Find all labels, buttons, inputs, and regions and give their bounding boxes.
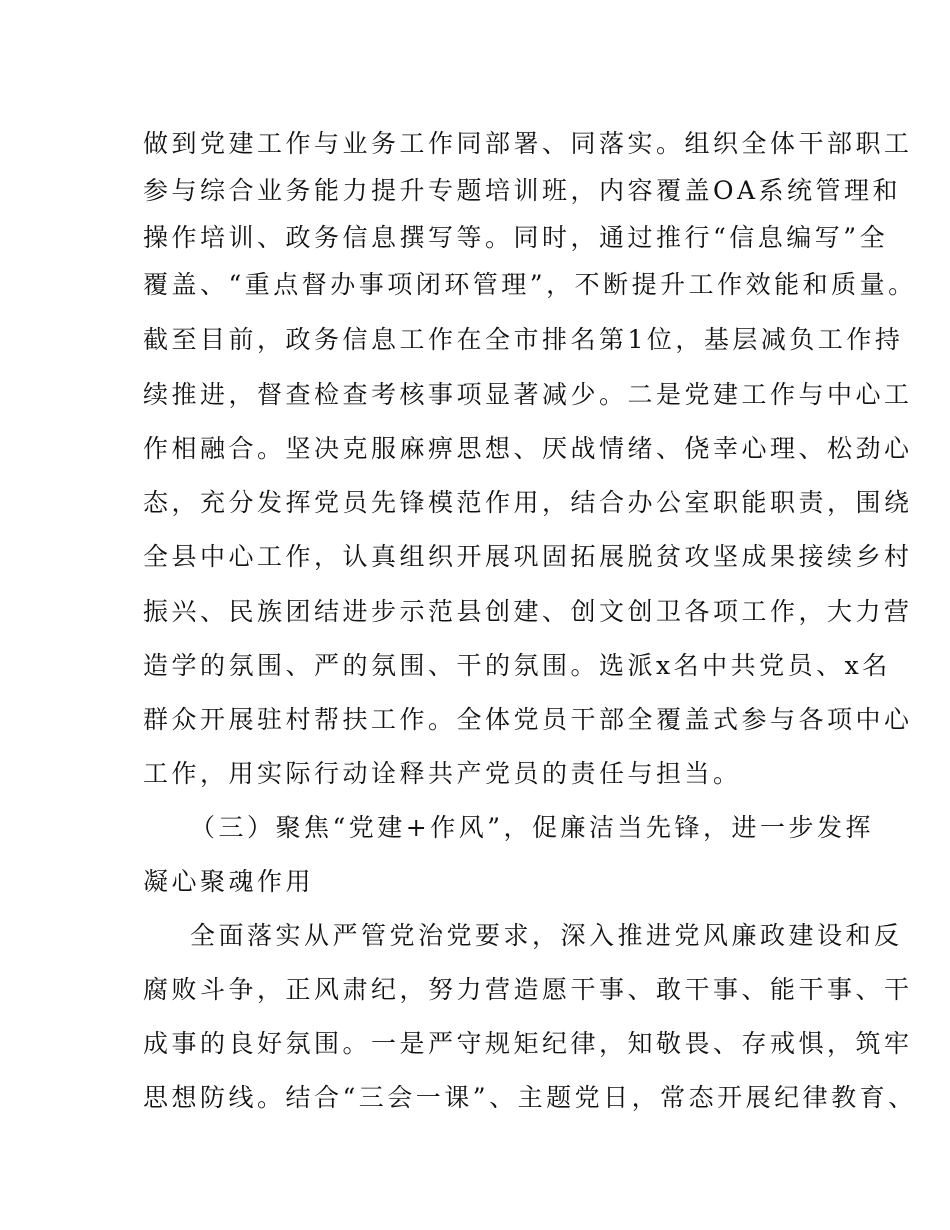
body-line-5: 截至目前，政务信息工作在全市排名第1位，基层减负工作持 (143, 325, 904, 354)
body-line-11: 造学的氛围、严的氛围、干的氛围。选派x名中共党员、x名 (143, 651, 891, 680)
body-line-13: 工作，用实际行动诠释共产党员的责任与担当。 (143, 759, 742, 788)
body-line-1: 做到党建工作与业务工作同部署、同落实。组织全体干部职工 (143, 129, 913, 158)
body-line-17: 思想防线。结合“三会一课”、主题党日，常态开展纪律教育、 (143, 1083, 917, 1112)
section-heading-line-2: 凝心聚魂作用 (143, 867, 315, 896)
body-line-12: 群众开展驻村帮扶工作。全体党员干部全覆盖式参与各项中心 (143, 705, 913, 734)
section-heading-line-1: （三）聚焦“党建+作风”，促廉洁当先锋，进一步发挥 (190, 813, 875, 842)
body-line-6: 续推进，督查检查考核事项显著减少。二是党建工作与中心工 (143, 380, 913, 409)
body-line-9: 全县中心工作，认真组织开展巩固拓展脱贫攻坚成果接续乡村 (143, 542, 913, 571)
body-line-14: 全面落实从严管党治党要求，深入推进党风廉政建设和反 (190, 921, 903, 950)
body-line-7: 作相融合。坚决克服麻痹思想、厌战情绪、侥幸心理、松劲心 (143, 434, 913, 463)
body-line-4: 覆盖、“重点督办事项闭环管理”，不断提升工作效能和质量。 (143, 270, 917, 299)
body-line-16: 成事的良好氛围。一是严守规矩纪律，知敬畏、存戒惧，筑牢 (143, 1029, 913, 1058)
body-line-3: 操作培训、政务信息撰写等。同时，通过推行“信息编写”全 (143, 223, 889, 252)
body-line-8: 态，充分发挥党员先锋模范作用，结合办公室职能职责，围绕 (143, 488, 913, 517)
body-line-15: 腐败斗争，正风肃纪，努力营造愿干事、敢干事、能干事、干 (143, 975, 913, 1004)
body-line-2: 参与综合业务能力提升专题培训班，内容覆盖OA系统管理和 (143, 176, 902, 205)
body-line-10: 振兴、民族团结进步示范县创建、创文创卫各项工作，大力营 (143, 597, 913, 626)
